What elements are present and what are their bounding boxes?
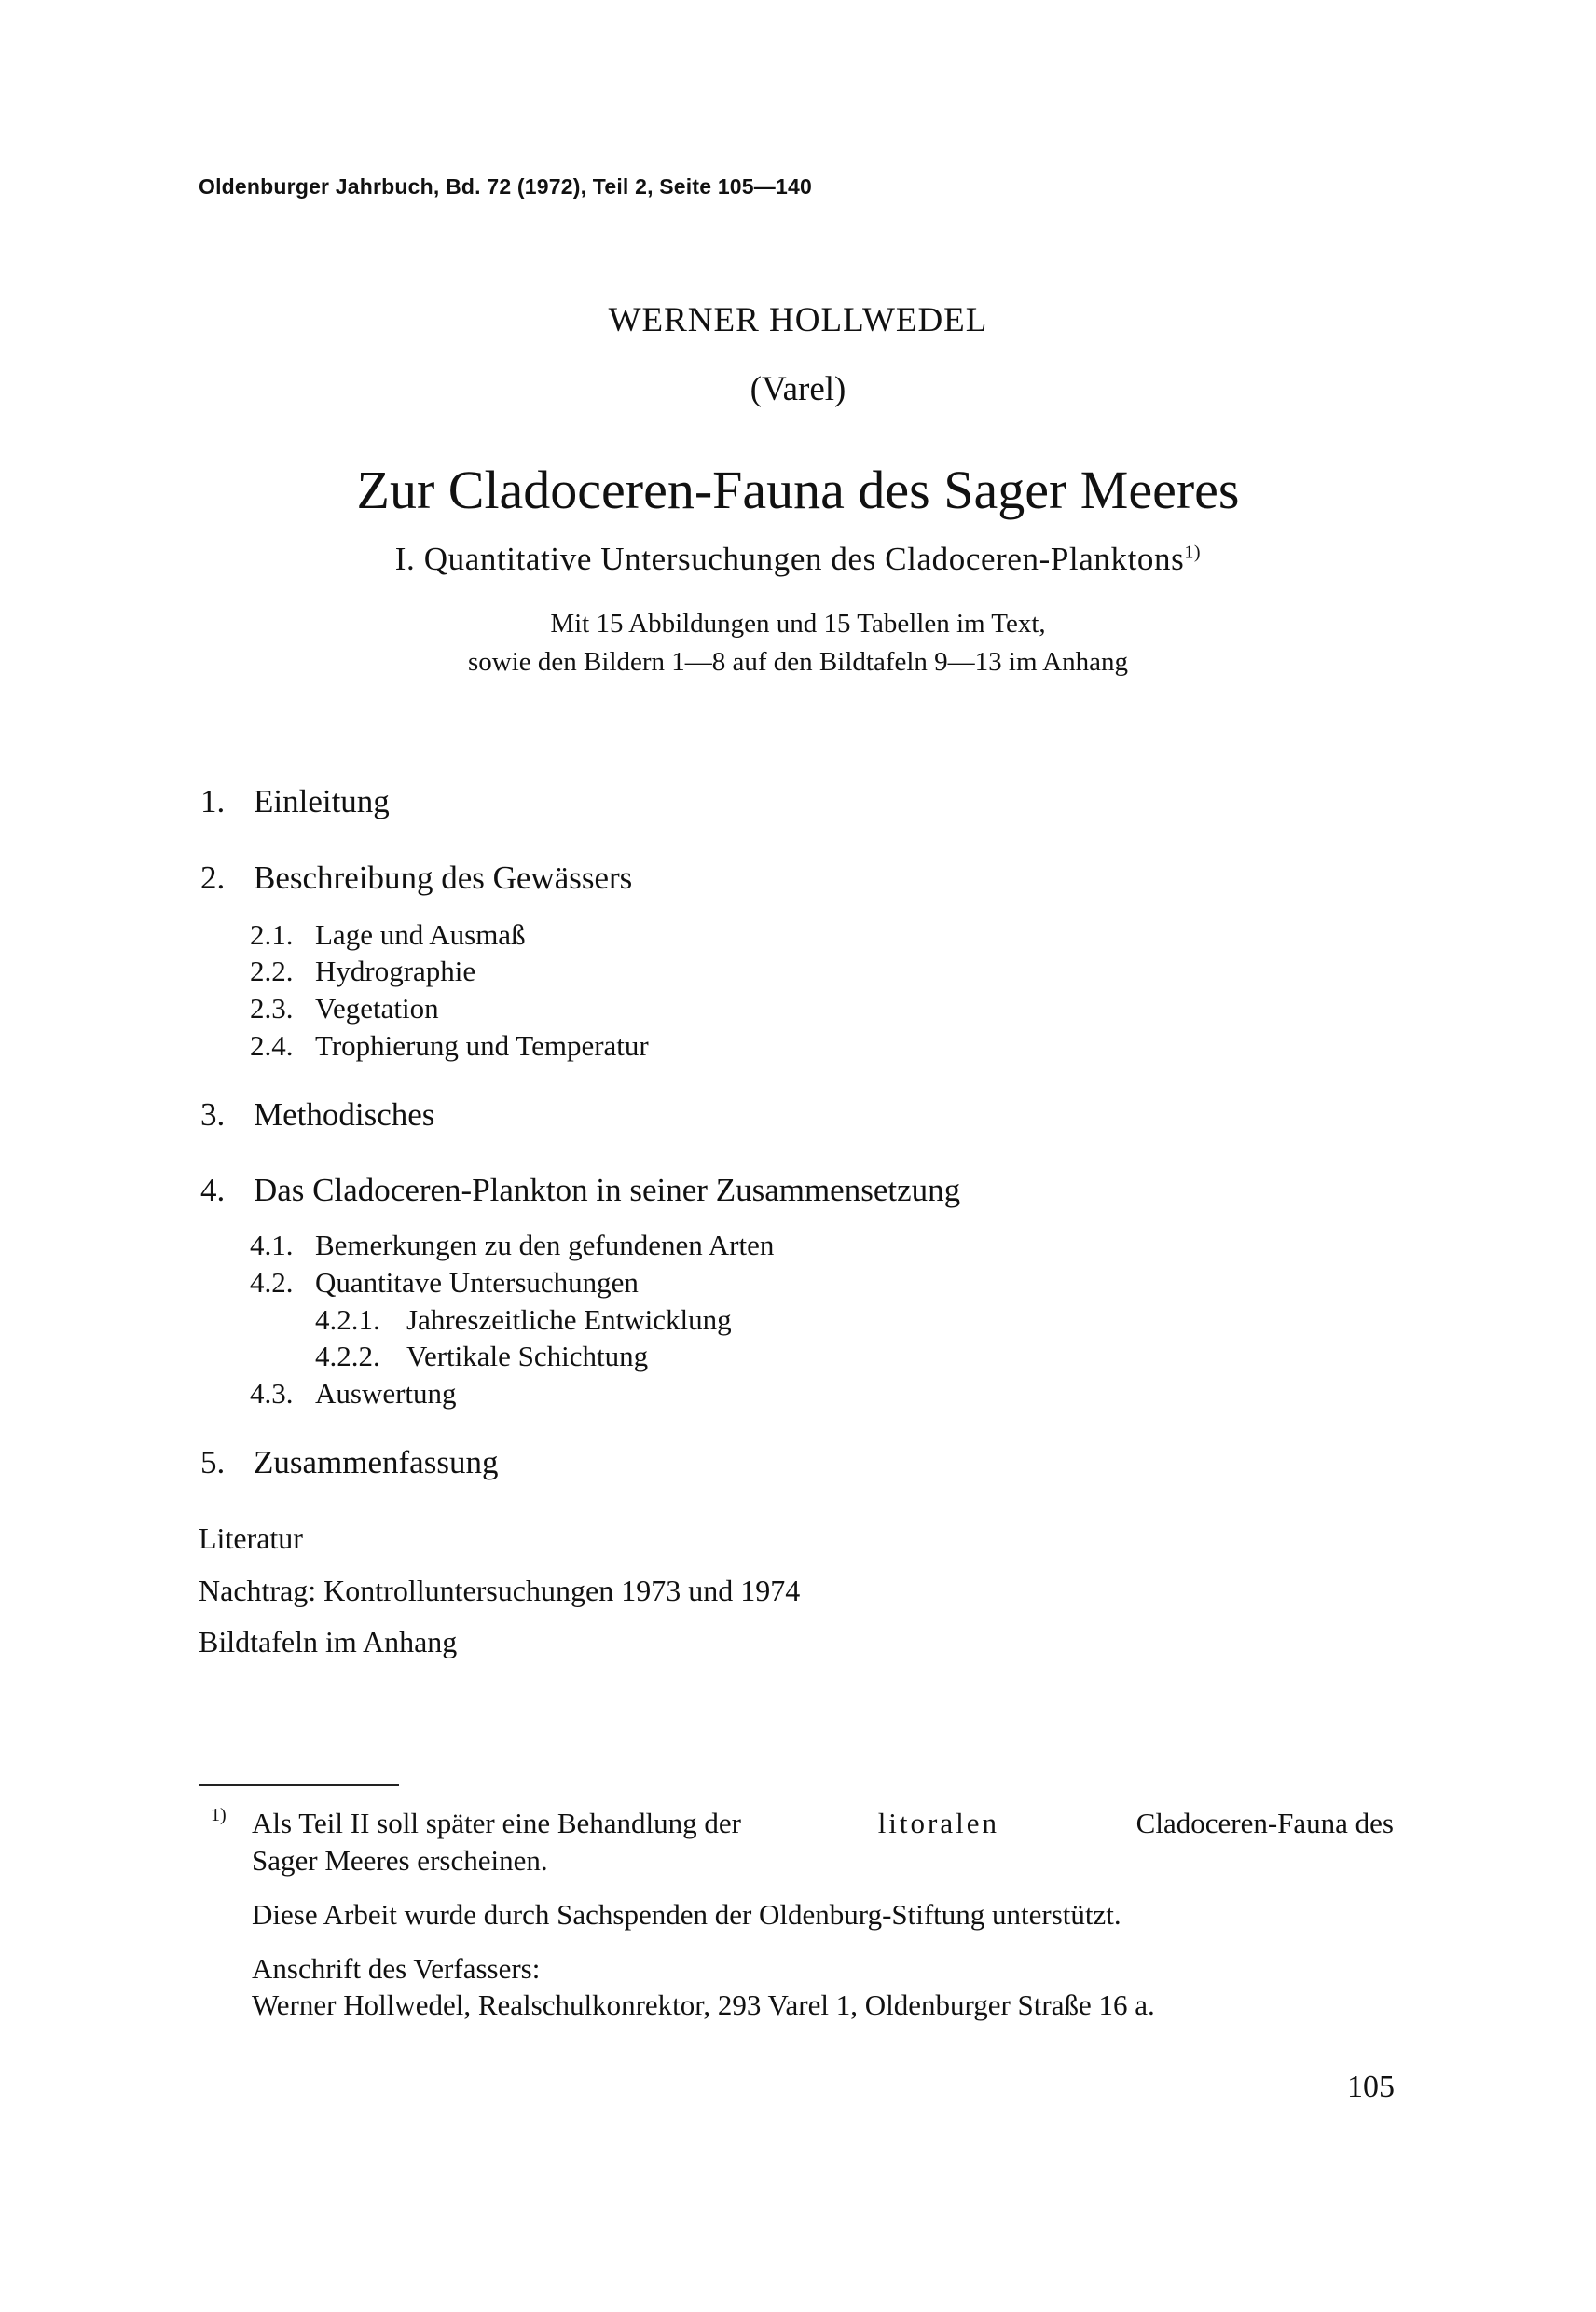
support-note: Diese Arbeit wurde durch Sachspenden der Oldenburg-Stiftung unterstützt. xyxy=(252,1898,1121,1931)
footnote-1-spaced-word: litoralen xyxy=(877,1807,999,1839)
journal-reference: Oldenburger Jahrbuch, Bd. 72 (1972), Teil 2, Seite 105—140 xyxy=(199,174,812,199)
toc-label-4-3: Auswertung xyxy=(315,1377,457,1410)
toc-num-3: 3. xyxy=(200,1096,226,1133)
toc-label-2-3: Vegetation xyxy=(315,992,439,1025)
footnote-1-part-2: Cladoceren-Fauna des xyxy=(1135,1807,1394,1839)
paper-subtitle xyxy=(0,541,1596,578)
toc-label-4-2-1: Jahreszeitliche Entwicklung xyxy=(406,1303,732,1336)
toc-num-4-1: 4.1. xyxy=(250,1229,294,1261)
author-name: WERNER HOLLWEDEL xyxy=(608,301,988,339)
footnote-1-part-1: Als Teil II soll später eine Behandlung der xyxy=(252,1807,741,1839)
author-address: Werner Hollwedel, Realschulkonrektor, 293 Varel 1, Oldenburger Straße 16 a. xyxy=(252,1989,1155,2021)
toc-label-5: Zusammenfassung xyxy=(254,1444,499,1480)
toc-literatur: Literatur xyxy=(199,1521,303,1555)
footnote-1-line-2: Sager Meeres erscheinen. xyxy=(252,1844,548,1877)
toc-label-2-1: Lage und Ausmaß xyxy=(315,918,526,951)
toc-label-4: Das Cladoceren-Plankton in seiner Zusammensetzung xyxy=(254,1172,961,1208)
toc-label-3: Methodisches xyxy=(254,1096,435,1133)
footnote-1-line-1 xyxy=(252,1807,1394,1840)
toc-label-2-2: Hydrographie xyxy=(315,955,476,987)
figures-info-line-2: sowie den Bildern 1—8 auf den Bildtafeln 9—13 im Anhang xyxy=(468,647,1128,677)
author-affiliation: (Varel) xyxy=(750,370,846,408)
toc-num-4-2-1: 4.2.1. xyxy=(315,1303,380,1336)
toc-num-2-4: 2.4. xyxy=(250,1029,294,1062)
toc-num-4: 4. xyxy=(200,1172,226,1208)
toc-num-4-2-2: 4.2.2. xyxy=(315,1340,380,1372)
footnote-1-marker: 1) xyxy=(211,1805,227,1825)
toc-label-1: Einleitung xyxy=(254,783,390,819)
subtitle-footnote-mark: 1) xyxy=(1184,542,1202,563)
footnote-1-mark xyxy=(211,1805,227,1838)
toc-num-1: 1. xyxy=(200,783,226,819)
toc-label-2: Beschreibung des Gewässers xyxy=(254,860,633,896)
toc-label-2-4: Trophierung und Temperatur xyxy=(315,1029,649,1062)
address-heading: Anschrift des Verfassers: xyxy=(252,1952,541,1985)
toc-label-4-2: Quantitave Untersuchungen xyxy=(315,1266,639,1299)
toc-num-2-2: 2.2. xyxy=(250,955,294,987)
toc-num-2-3: 2.3. xyxy=(250,992,294,1025)
toc-num-5: 5. xyxy=(200,1444,226,1480)
toc-label-4-1: Bemerkungen zu den gefundenen Arten xyxy=(315,1229,775,1261)
subtitle-text: I. Quantitative Untersuchungen des Cladoceren-Planktons xyxy=(394,541,1185,577)
toc-num-4-3: 4.3. xyxy=(250,1377,294,1410)
toc-num-2-1: 2.1. xyxy=(250,918,294,951)
toc-num-4-2: 4.2. xyxy=(250,1266,294,1299)
paper-title: Zur Cladoceren-Fauna des Sager Meeres xyxy=(356,460,1240,520)
toc-label-4-2-2: Vertikale Schichtung xyxy=(406,1340,649,1372)
toc-nachtrag: Nachtrag: Kontrolluntersuchungen 1973 und 1974 xyxy=(199,1574,801,1607)
page-number: 105 xyxy=(1347,2070,1395,2104)
toc-num-2: 2. xyxy=(200,860,226,896)
footnote-rule xyxy=(199,1784,399,1786)
toc-bildtafeln: Bildtafeln im Anhang xyxy=(199,1625,458,1658)
figures-info-line-1: Mit 15 Abbildungen und 15 Tabellen im Text, xyxy=(550,609,1046,639)
